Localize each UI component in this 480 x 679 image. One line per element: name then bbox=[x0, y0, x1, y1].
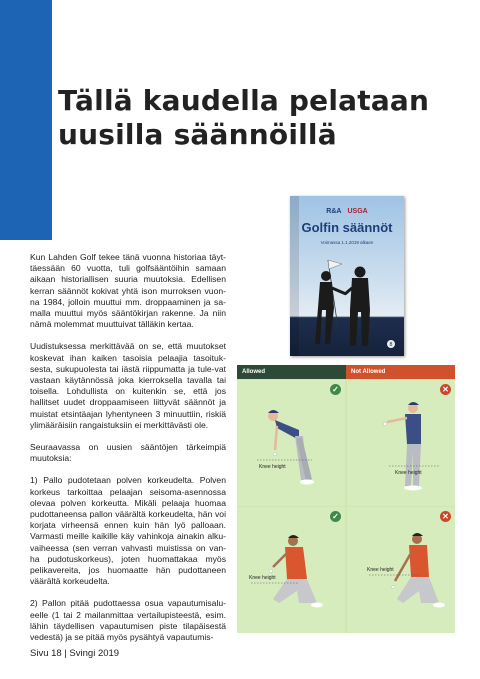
not-allowed-x-icon: ✕ bbox=[440, 511, 451, 522]
paragraph-rule-2: 2) Pallon pitää pudottaessa osua vapautumisalu-eelle (1 tai 2 mailanmittaa vertailupisteestä, esim. lähin täydellisen vapautumisen piste tilapäisestä vedestä) ja se pitää myös pysähtyä vapautumis- bbox=[30, 598, 226, 643]
article-title bbox=[58, 84, 458, 152]
allowed-standing-drop bbox=[237, 380, 345, 506]
drop-rules-illustration bbox=[237, 365, 455, 633]
article-body bbox=[30, 252, 226, 654]
golfers-handshake-illustration bbox=[290, 248, 404, 356]
book-badge: 8 bbox=[389, 342, 393, 348]
paragraph-rule-1: 1) Pallo pudotetaan polven korkeudelta. Polven korkeus tarkoittaa pelaajan seisoma-asennossa olevaa polven korkeutta. Mikäli pelaaja huomaa pudottaneensa pallon väärältä korkeudelta, hän voi korjata virheensä ennen kuin hän lyö palloaan. Varmasti meille kaikille käy vahinkoja ainakin alku-vaiheessa (sen verran vahvasti muistissa on van-ha pudotuskorkeus), joten huomattakaa myös pelikavereita, jos huomaatte hän pudottaneen väärältä korkeudelta. bbox=[30, 475, 226, 587]
title-line-2: uusilla säännöillä bbox=[58, 118, 337, 151]
not-allowed-ground-drop bbox=[347, 507, 455, 633]
allowed-check-icon: ✓ bbox=[330, 511, 341, 522]
kneeling-drop-golfer-illustration bbox=[237, 507, 345, 633]
allowed-check-icon: ✓ bbox=[330, 384, 341, 395]
page-footer: Sivu 18 | Svingi 2019 bbox=[30, 648, 120, 659]
not-allowed-shoulder-drop bbox=[347, 380, 455, 506]
blue-side-bar bbox=[0, 0, 52, 240]
paragraph-list-intro: Seuraavassa on uusien sääntöjen tärkeimpiä muutoksia: bbox=[30, 442, 226, 464]
rulebook-cover bbox=[290, 196, 404, 356]
knee-height-label: Knee height bbox=[395, 470, 422, 476]
ra-logo: R&A bbox=[326, 208, 342, 215]
title-line-1: Tällä kaudella pelataan bbox=[58, 84, 430, 117]
usga-logo: USGA bbox=[347, 208, 368, 215]
not-allowed-header: Not Allowed bbox=[346, 365, 455, 379]
book-title: Golfin säännöt bbox=[301, 220, 393, 235]
knee-height-label: Knee height bbox=[367, 567, 394, 573]
book-logos bbox=[290, 208, 404, 215]
standing-drop-golfer-illustration bbox=[237, 380, 345, 506]
knee-height-label: Knee height bbox=[249, 575, 276, 581]
ground-drop-golfer-illustration bbox=[347, 507, 455, 633]
knee-height-label: Knee height bbox=[259, 464, 286, 470]
not-allowed-x-icon: ✕ bbox=[440, 384, 451, 395]
paragraph-intro: Kun Lahden Golf tekee tänä vuonna historiaa täyt-täessään 60 vuotta, tuli golfsääntöihin samaan aikaan historiallisen suuria muutoksia. Edellisen kerran säännöt kokivat yhtä ison murroksen vuon-na 1984, jolloin muuttui mm. droppaaminen ja sa-malla muuttui myös sääntökirjan rakenne. Ja niin nämä molemmat muuttuivat tälläkin kertaa. bbox=[30, 252, 226, 330]
shoulder-drop-golfer-illustration bbox=[347, 380, 455, 506]
allowed-header: Allowed bbox=[237, 365, 346, 379]
paragraph-changes: Uudistuksessa merkittävää on se, että muutokset koskevat ihan kaiken tasoisia pelaajia tasoituk-sesta, sukupuolesta tai iästä riippumatta ja tule-vat vastaan käytännössä joka kierroksella tavalla tai toisella. Lohdullista on kuitenkin se, että jos hallitset uudet droppaamiseen liittyvät säännöt ja muistat etsintäajan lyhentyneen 3 minuuttiin, riskiä ylimääräisiin rangaistuksiin ei merkittävästi ole. bbox=[30, 341, 226, 430]
allowed-kneeling-drop bbox=[237, 507, 345, 633]
book-subtitle: Voimassa 1.1.2019 alkaen bbox=[320, 240, 374, 245]
